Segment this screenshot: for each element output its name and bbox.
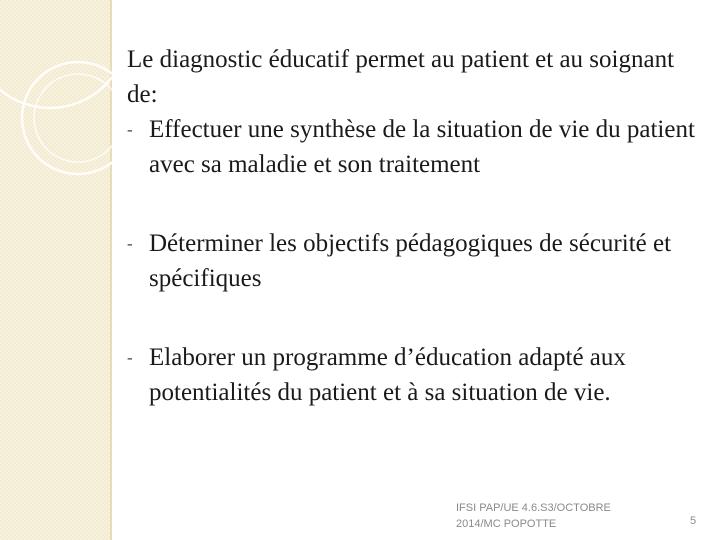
- page-number: 5: [690, 515, 697, 527]
- footer-line-2: 2014/MC POPOTTE: [456, 518, 557, 530]
- footer-text: [456, 500, 656, 532]
- intro-text: Le diagnostic éducatif permet au patient et au soignant de:: [127, 46, 675, 108]
- bullet-marker: -: [127, 234, 133, 253]
- bullet-marker: -: [127, 348, 133, 367]
- decorative-circle-medium: [22, 62, 130, 174]
- decorative-circle-large: [0, 0, 128, 108]
- bullet-marker: -: [127, 120, 133, 139]
- bullet-text: Effectuer une synthèse de la situation de vie du patient avec sa maladie et son traitement: [149, 116, 695, 178]
- decorative-circles: [0, 0, 130, 200]
- bullet-text: Déterminer les objectifs pédagogiques de sécurité et spécifiques: [149, 230, 672, 292]
- decorative-circle-small: [34, 74, 122, 162]
- bullet-item: [127, 112, 702, 182]
- bullet-item: [127, 340, 702, 410]
- slide-body: [127, 42, 702, 410]
- bullet-text: Elaborer un programme d’éducation adapté aux potentialités du patient et à sa situation de vie.: [149, 344, 626, 406]
- bullet-item: [127, 226, 702, 296]
- footer-line-1: IFSI PAP/UE 4.6.S3/OCTOBRE: [456, 502, 611, 514]
